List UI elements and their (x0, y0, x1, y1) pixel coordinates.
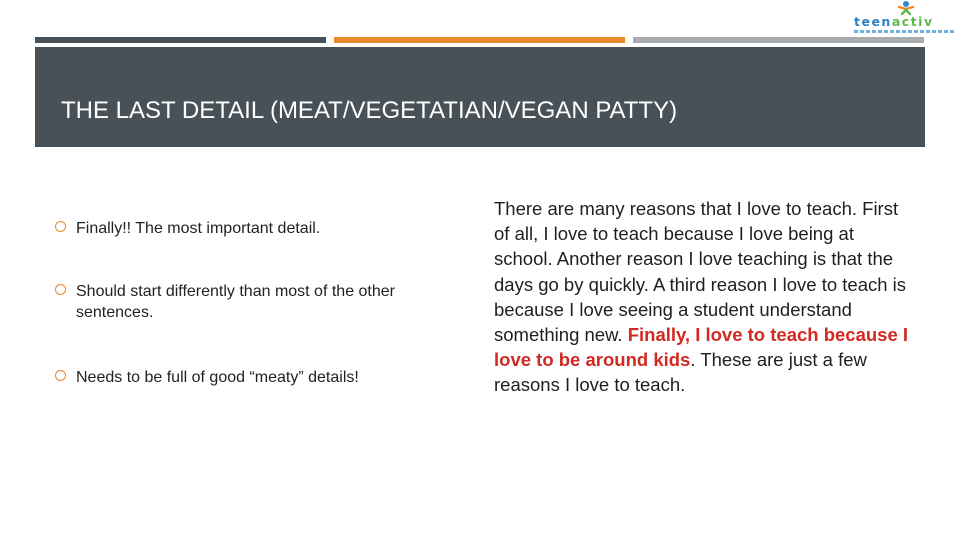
circle-bullet-icon (55, 221, 66, 232)
teenactiv-logo (850, 0, 960, 38)
bullet-text: Should start differently than most of the other sentences. (76, 283, 395, 321)
bullet-text: Needs to be full of good “meaty” details! (76, 369, 359, 386)
bullet-item (55, 367, 465, 388)
accent-bar-dark (35, 37, 326, 43)
paragraph-emphasis: Finally, I love to teach because I love to be around kids (494, 324, 909, 371)
slide-title: THE LAST DETAIL (MEAT/VEGETATIAN/VEGAN PATTY) (61, 97, 678, 124)
example-paragraph (494, 196, 914, 398)
circle-bullet-icon (55, 284, 66, 295)
circle-bullet-icon (55, 370, 66, 381)
accent-bar-orange (334, 37, 625, 43)
bullet-item (55, 281, 465, 323)
bullet-text: Finally!! The most important detail. (76, 220, 321, 237)
bullet-item (55, 218, 465, 239)
paragraph-text-end: . These are just a few reasons I love to teach. (494, 349, 867, 396)
logo-tagline (854, 30, 954, 33)
logo-wordmark: teenactiv (854, 14, 934, 29)
paragraph-text: There are many reasons that I love to teach. First of all, I love to teach because I love being at school. Another reason I love teaching is that the days go by quickly. A third reason I love to teach is because I love seeing a student understand something new. (494, 198, 907, 346)
title-band (35, 47, 925, 147)
